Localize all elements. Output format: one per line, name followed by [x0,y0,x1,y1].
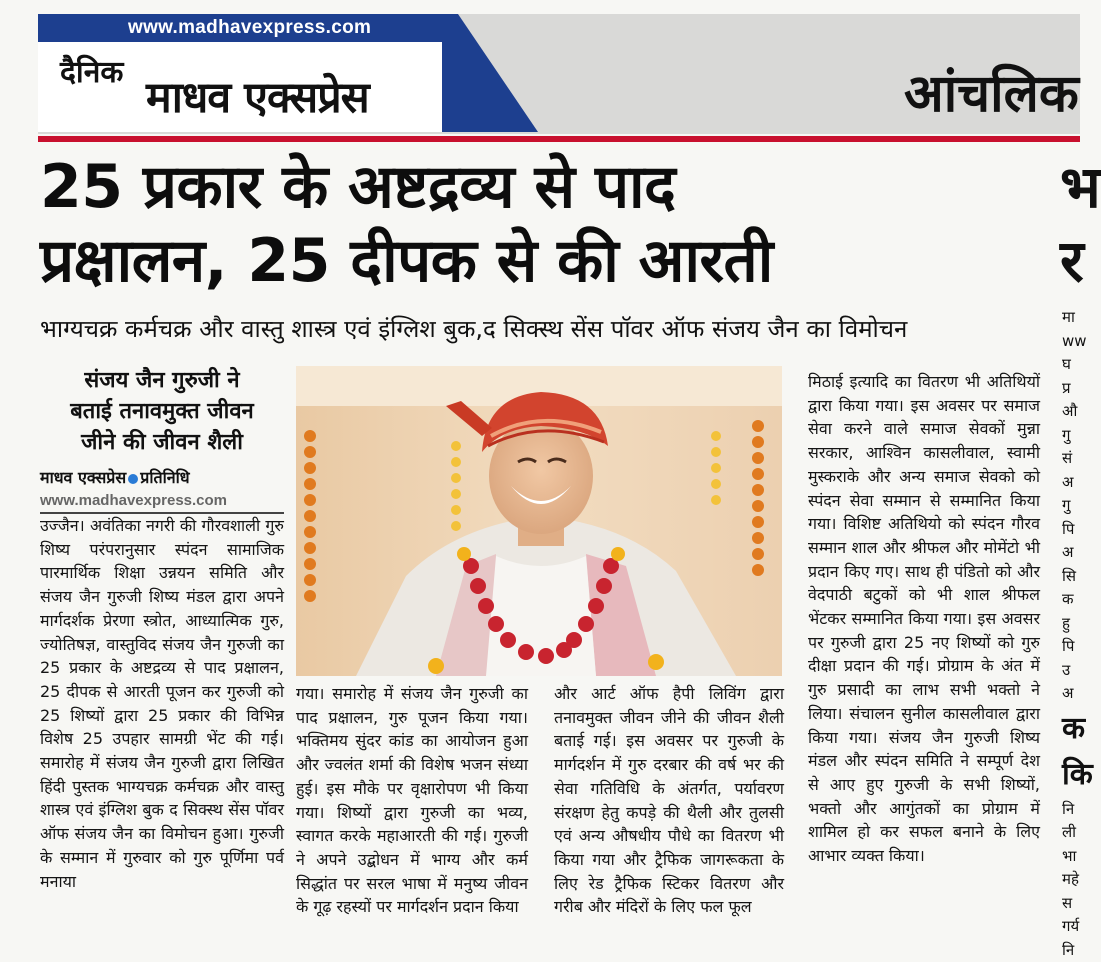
article-column-2: गया। समारोह में संजय जैन गुरुजी का पाद प्रक्षालन, गुरु पूजन किया गया। भक्तिमय सुंदर कांड का आयोजन हुआ और ज्वलंत शर्मा की विशेष भजन संध्या हुई। इस मौके पर वृक्षारोपण भी किया गया। शिष्यों द्वारा गुरुजी का भव्य, स्वागत करके महाआरती की गई। गुरुजी ने अपने उद्बोधन में भाग्य और कर्म सिद्धांत पर सरल भाषा में मनुष्य जीवन के गूढ़ रहस्यों पर मार्गदर्शन प्रदान किया [296,684,528,917]
headline [40,150,1040,298]
edge-headline-1: भ [1060,153,1101,221]
edge-line: पि [1062,637,1075,655]
edge-line: नि [1062,799,1075,818]
headline-line-1: 25 प्रकार के अष्टद्रव्य से पाद [40,152,676,222]
adjacent-article-edge [1056,150,1101,962]
edge-line: सि [1062,566,1077,585]
edge-line: प्र [1062,378,1071,397]
edge-line: गु [1062,496,1071,514]
edge-line: ww [1062,331,1087,350]
edge-line: अ [1062,472,1074,491]
edge-line: सं [1062,449,1073,467]
byline [40,466,190,488]
article-column-1: उज्जैन। अवंतिका नगरी की गौरवशाली गुरु शिष्य परंपरानुसार स्पंदन सामाजिक पारमार्थिक शिक्षा उन्नयन समिति और संजय जैन गुरुजी शिष्य मंडल द्वारा अपने मार्गदर्शक प्रेरणा स्त्रोत, आध्यात्मिक गुरु, ज्योतिषज्ञ, वास्तुविद संजय जैन गुरुजी का 25 प्रकार के अष्टद्रव्य से पाद प्रक्षालन, 25 दीपक से आरती पूजन कर गुरुजी को 25 शिष्यों द्वारा 25 प्रकार की विभिन्न विशेष 25 उपहार सामग्री भेंट की गई। समारोह में संजय जैन गुरुजी द्वारा लिखित हिंदी पुस्तक भाग्यचक्र कर्मचक्र और वास्तु शास्त्र एवं इंग्लिश बुक द सिक्स्थ सेंस पॉवर ऑफ संजय जैन का विमोचन हुआ। गुरुजी के सम्मान में गुरुवार को गुरु पूर्णिमा पर्व मनाया [40,516,284,891]
edge-line: क [1062,590,1074,608]
subheadline: भाग्यचक्र कर्मचक्र और वास्तु शास्त्र एवं इंग्लिश बुक,द सिक्स्थ सेंस पॉवर ऑफ संजय जैन का विमोचन [40,315,908,343]
red-rule [38,136,1080,142]
edge-line: हु [1062,613,1070,632]
edge-subhead-1: क [1062,710,1086,746]
edge-line: गु [1062,425,1071,444]
edge-subhead-2: कि [1062,756,1093,792]
article-column-3: और आर्ट ऑफ हैपी लिविंग द्वारा तनावमुक्त जीवन जीने की जीवन शैली बताई गई। इस अवसर पर गुरुजी के मार्गदर्शन में गुरु दरबार की वर्ष भर की सेवा गतिविधि के अंतर्गत, पर्यावरण संरक्षण हेतु कपड़े की थैली और तुलसी एवं अन्य औषधीय पौधे का वितरण भी किया गया और ट्रैफिक जागरूकता के लिए रेड ट्रैफिक स्टिकर वितरण और गरीब और मंदिरों के लिए फल फूल [554,684,784,917]
byline-dot-icon [128,474,138,484]
edge-line: गर्य [1062,917,1080,935]
masthead-url: www.madhavexpress.com [128,17,372,38]
byline-source: माधव एक्सप्रेस [40,468,127,487]
edge-headline-2: र [1060,227,1084,295]
edge-line: भा [1062,846,1077,865]
side-headline-line-3: जीने की जीवन शैली [81,430,243,455]
edge-line: औ [1062,402,1078,420]
masthead-dainik: दैनिक [60,55,124,90]
edge-line: महे [1062,870,1079,888]
newspaper-name: माधव एक्सप्रेस [146,73,369,123]
article-column-4: मिठाई इत्यादि का वितरण भी अतिथियों द्वारा किया गया। इस अवसर पर समाज सेवा करने वाले समाज सेवकों मुन्ना सरकार, आश्विन कासलीवाल, स्वामी मुस्कराके और अन्य समाज सेवको को स्पंदन सेवा सम्मान से सम्मानित किया गया। विशिष्ट अतिथियो को स्पंदन गौरव सम्मान शाल और श्रीफल और मोमेंटो भी प्रदान किए गए। साथ ही पंडितो को और वेदपाठी बटुकों को भी शाल श्रीफल भेंटकर सम्मानित किया गया। इस अवसर पर गुरुजी द्वारा 25 नए शिष्यों को गुरु दीक्षा प्रदान की गई। प्रोग्राम के अंत में गुरु प्रसादी का लाभ सभी भक्तो ने लिया। संचालन सुनील कासलीवाल द्वारा किया गया। संजय जैन गुरुजी शिष्य मंडल और स्पंदन समिति ने सम्पूर्ण देश से आए हुए गुरुजी के सभी शिष्यों, भक्तो और आगुंतकों का प्रोग्राम में शामिल हो कर सफल बनाने के लिए आभार व्यक्त किया। [808,372,1040,866]
edge-line: अ [1062,543,1074,561]
side-headline-line-2: बताई तनावमुक्त जीवन [70,399,254,424]
edge-line: ली [1062,823,1077,841]
edge-line: स [1062,893,1073,912]
edge-line: उ [1062,660,1071,679]
byline-role: प्रतिनिधि [140,468,190,487]
headline-line-2: प्रक्षालन, 25 दीपक से की आरती [40,226,773,296]
edge-line: नि [1062,940,1075,959]
edge-line: मा [1062,308,1075,326]
side-headline-line-1: संजय जैन गुरुजी ने [84,368,240,393]
side-headline [40,365,284,458]
guru-photo [296,366,782,676]
edge-line: पि [1062,519,1075,538]
byline-website: www.madhavexpress.com [40,492,228,509]
edge-line: अ [1062,684,1074,702]
section-title: आंचलिक [904,64,1079,124]
edge-line: घ [1062,355,1071,373]
